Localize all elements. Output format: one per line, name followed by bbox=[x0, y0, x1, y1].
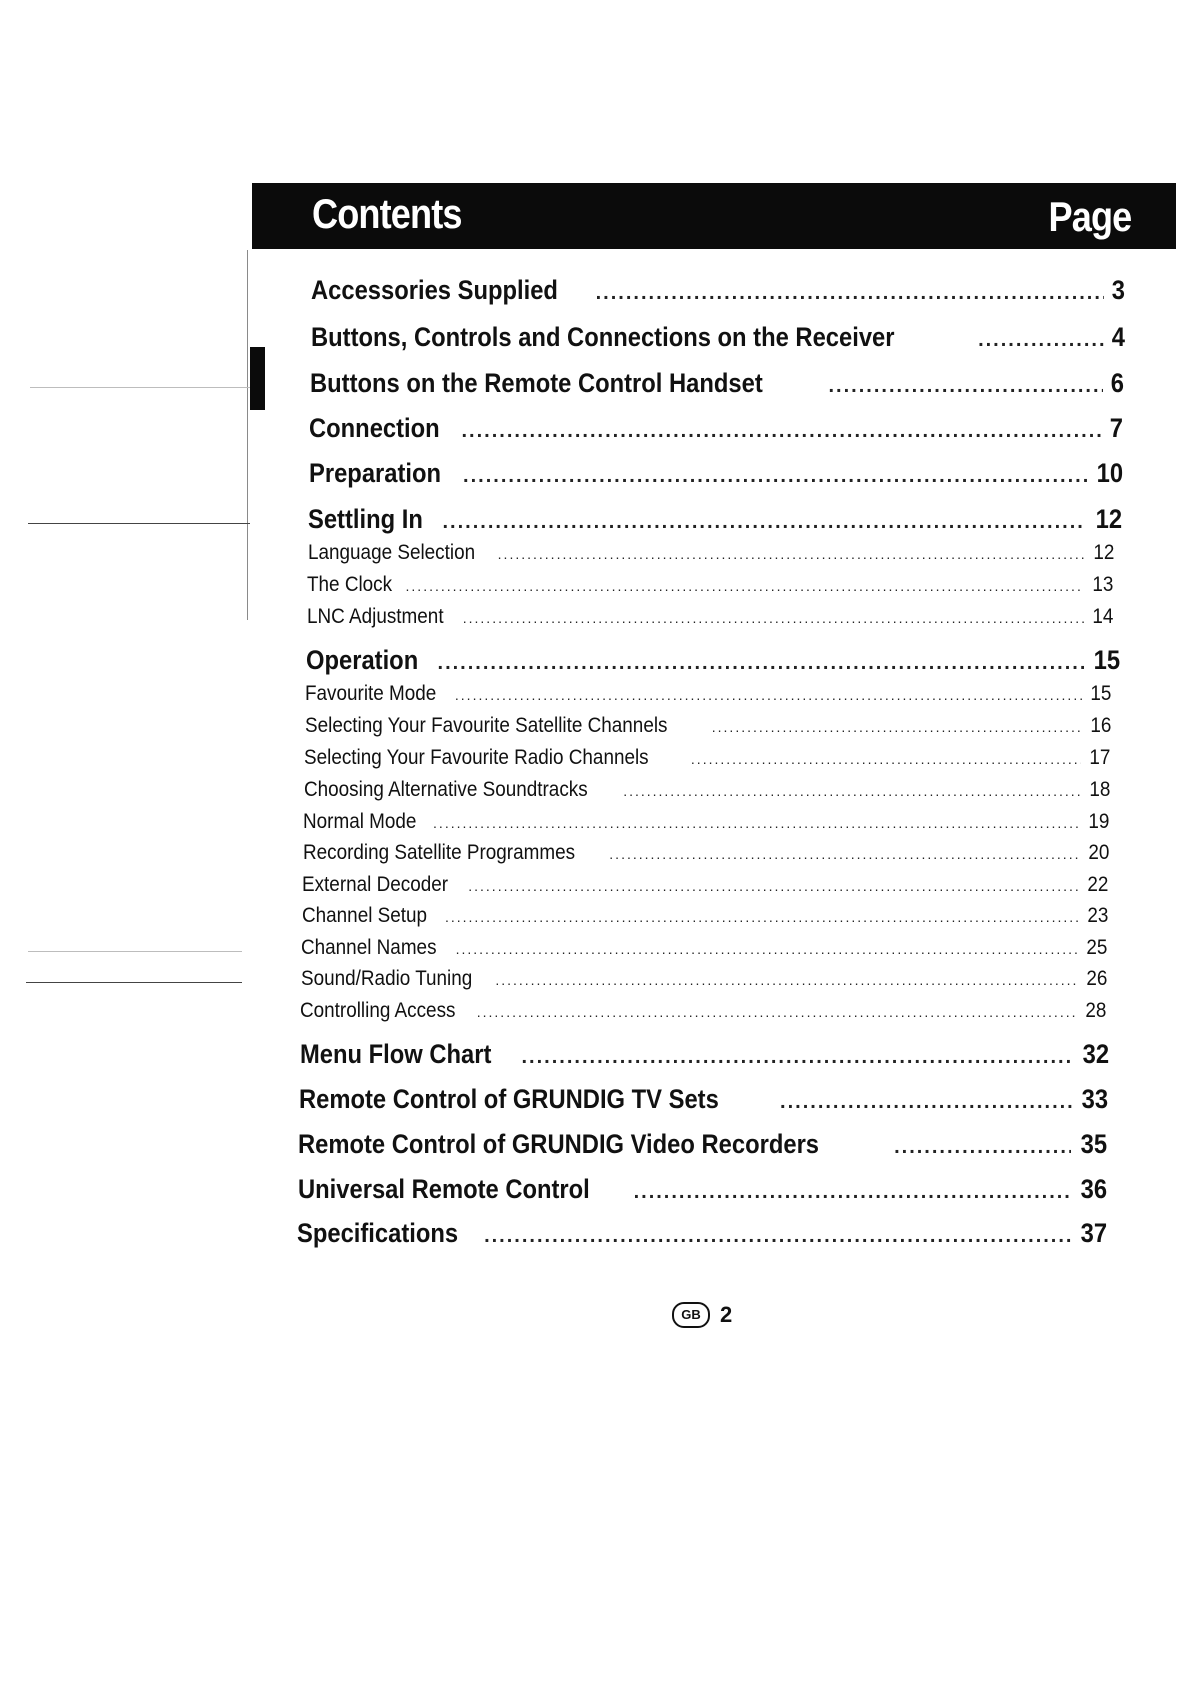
toc-subentry-title: Normal Mode bbox=[303, 810, 417, 833]
toc-entry-title: Specifications bbox=[297, 1218, 459, 1248]
toc-subentry-page: 19 bbox=[1087, 810, 1109, 833]
leader-dots bbox=[477, 998, 1077, 1026]
leader-dots bbox=[468, 872, 1078, 900]
leader-dots bbox=[438, 646, 1084, 680]
leader-dots bbox=[406, 572, 1084, 600]
page-footer bbox=[672, 1302, 732, 1328]
leader-dots bbox=[522, 1040, 1073, 1074]
contents-title: Contents bbox=[312, 190, 462, 237]
toc-subentry[interactable] bbox=[307, 603, 1113, 631]
toc-entry-title: Connection bbox=[309, 413, 440, 443]
page-column-label: Page bbox=[1048, 193, 1131, 240]
toc-subentry-title: Language Selection bbox=[308, 541, 476, 564]
toc-subentry[interactable] bbox=[302, 871, 1108, 899]
toc-entry-page: 6 bbox=[1110, 368, 1124, 398]
toc-subentry-title: Favourite Mode bbox=[305, 682, 437, 705]
leader-dots bbox=[463, 604, 1084, 632]
page-number: 2 bbox=[720, 1302, 733, 1327]
toc-subentry[interactable] bbox=[304, 776, 1110, 804]
toc-entry-page: 37 bbox=[1080, 1218, 1107, 1248]
toc-entry[interactable] bbox=[310, 366, 1124, 400]
toc-subentry[interactable] bbox=[301, 965, 1107, 993]
toc-subentry[interactable] bbox=[304, 744, 1110, 772]
toc-subentry[interactable] bbox=[303, 808, 1109, 836]
toc-entry[interactable] bbox=[298, 1172, 1107, 1206]
leader-dots bbox=[829, 369, 1103, 403]
toc-entry-page: 10 bbox=[1096, 458, 1123, 488]
toc-subentry-title: LNC Adjustment bbox=[307, 605, 444, 628]
toc-entry-title: Settling In bbox=[308, 504, 423, 534]
toc-subentry-page: 26 bbox=[1085, 967, 1107, 990]
leader-dots bbox=[455, 681, 1082, 709]
toc-entry-title: Buttons on the Remote Control Handset bbox=[310, 368, 763, 398]
toc-entry-title: Preparation bbox=[309, 458, 442, 488]
leader-dots bbox=[978, 323, 1104, 357]
toc-entry-title: Remote Control of GRUNDIG TV Sets bbox=[299, 1084, 719, 1114]
toc-entry-title: Operation bbox=[306, 645, 419, 675]
toc-subentry[interactable] bbox=[302, 902, 1108, 930]
toc-subentry[interactable] bbox=[305, 712, 1111, 740]
leader-dots bbox=[484, 1219, 1071, 1253]
toc-subentry-page: 16 bbox=[1089, 714, 1111, 737]
toc-subentry-title: Choosing Alternative Soundtracks bbox=[304, 778, 588, 801]
toc-entry-title: Universal Remote Control bbox=[298, 1174, 590, 1204]
toc-entry-page: 12 bbox=[1095, 504, 1122, 534]
toc-entry-title: Remote Control of GRUNDIG Video Recorders bbox=[298, 1129, 820, 1159]
toc-subentry-title: Recording Satellite Programmes bbox=[303, 841, 576, 864]
toc-subentry-page: 18 bbox=[1088, 778, 1110, 801]
leader-dots bbox=[443, 505, 1086, 539]
toc-subentry-page: 14 bbox=[1091, 605, 1113, 628]
leader-dots bbox=[498, 540, 1085, 568]
toc-subentry[interactable] bbox=[307, 571, 1113, 599]
toc-subentry[interactable] bbox=[303, 839, 1109, 867]
toc-entry-page: 7 bbox=[1109, 413, 1123, 443]
leader-dots bbox=[712, 713, 1082, 741]
toc-entry-title: Menu Flow Chart bbox=[300, 1039, 492, 1069]
toc-entry[interactable] bbox=[306, 643, 1120, 677]
toc-subentry-title: Sound/Radio Tuning bbox=[301, 967, 473, 990]
leader-dots bbox=[433, 809, 1080, 837]
leader-dots bbox=[596, 276, 1104, 310]
toc-subentry-title: Controlling Access bbox=[300, 999, 456, 1022]
toc-subentry-page: 28 bbox=[1084, 999, 1106, 1022]
toc-subentry-page: 20 bbox=[1087, 841, 1109, 864]
leader-dots bbox=[445, 903, 1079, 931]
toc-entry[interactable] bbox=[299, 1082, 1108, 1116]
leader-dots bbox=[780, 1085, 1072, 1119]
toc-subentry-page: 22 bbox=[1086, 873, 1108, 896]
toc-subentry[interactable] bbox=[300, 997, 1106, 1025]
toc-entry[interactable] bbox=[311, 273, 1125, 307]
country-badge: GB bbox=[672, 1302, 710, 1328]
toc-entry[interactable] bbox=[298, 1127, 1107, 1161]
toc-subentry-page: 15 bbox=[1089, 682, 1111, 705]
toc-subentry[interactable] bbox=[305, 680, 1111, 708]
toc-entry[interactable] bbox=[300, 1037, 1109, 1071]
leader-dots bbox=[495, 966, 1077, 994]
toc-entry[interactable] bbox=[309, 411, 1123, 445]
toc-entry-page: 4 bbox=[1111, 322, 1125, 352]
toc-entry[interactable] bbox=[311, 320, 1125, 354]
toc-entry-title: Accessories Supplied bbox=[311, 275, 558, 305]
toc-entry-page: 3 bbox=[1111, 275, 1125, 305]
toc-entry[interactable] bbox=[308, 502, 1122, 536]
toc-subentry-title: Channel Names bbox=[301, 936, 437, 959]
toc-subentry-title: External Decoder bbox=[302, 873, 449, 896]
toc-subentry[interactable] bbox=[308, 539, 1114, 567]
toc-subentry[interactable] bbox=[301, 934, 1107, 962]
toc-subentry-title: Selecting Your Favourite Radio Channels bbox=[304, 746, 649, 769]
leader-dots bbox=[609, 840, 1079, 868]
leader-dots bbox=[462, 414, 1102, 448]
toc-subentry-page: 13 bbox=[1091, 573, 1113, 596]
leader-dots bbox=[691, 745, 1081, 773]
leader-dots bbox=[456, 935, 1078, 963]
toc-entry-page: 33 bbox=[1081, 1084, 1108, 1114]
toc-subentry-page: 23 bbox=[1086, 904, 1108, 927]
leader-dots bbox=[623, 777, 1080, 805]
toc-entry-title: Buttons, Controls and Connections on the Receiver bbox=[311, 322, 895, 352]
toc-subentry-title: Selecting Your Favourite Satellite Channels bbox=[305, 714, 668, 737]
toc-entry-page: 35 bbox=[1080, 1129, 1107, 1159]
toc-subentry-title: The Clock bbox=[307, 573, 393, 596]
toc-entry[interactable] bbox=[309, 456, 1123, 490]
toc-entry-page: 15 bbox=[1093, 645, 1120, 675]
leader-dots bbox=[894, 1130, 1071, 1164]
toc-entry[interactable] bbox=[297, 1216, 1107, 1250]
toc-subentry-page: 12 bbox=[1092, 541, 1114, 564]
leader-dots bbox=[463, 459, 1087, 493]
toc-subentry-page: 25 bbox=[1085, 936, 1107, 959]
toc-entry-page: 32 bbox=[1082, 1039, 1109, 1069]
leader-dots bbox=[634, 1175, 1071, 1209]
toc-subentry-title: Channel Setup bbox=[302, 904, 428, 927]
toc-entry-page: 36 bbox=[1080, 1174, 1107, 1204]
toc-subentry-page: 17 bbox=[1088, 746, 1110, 769]
